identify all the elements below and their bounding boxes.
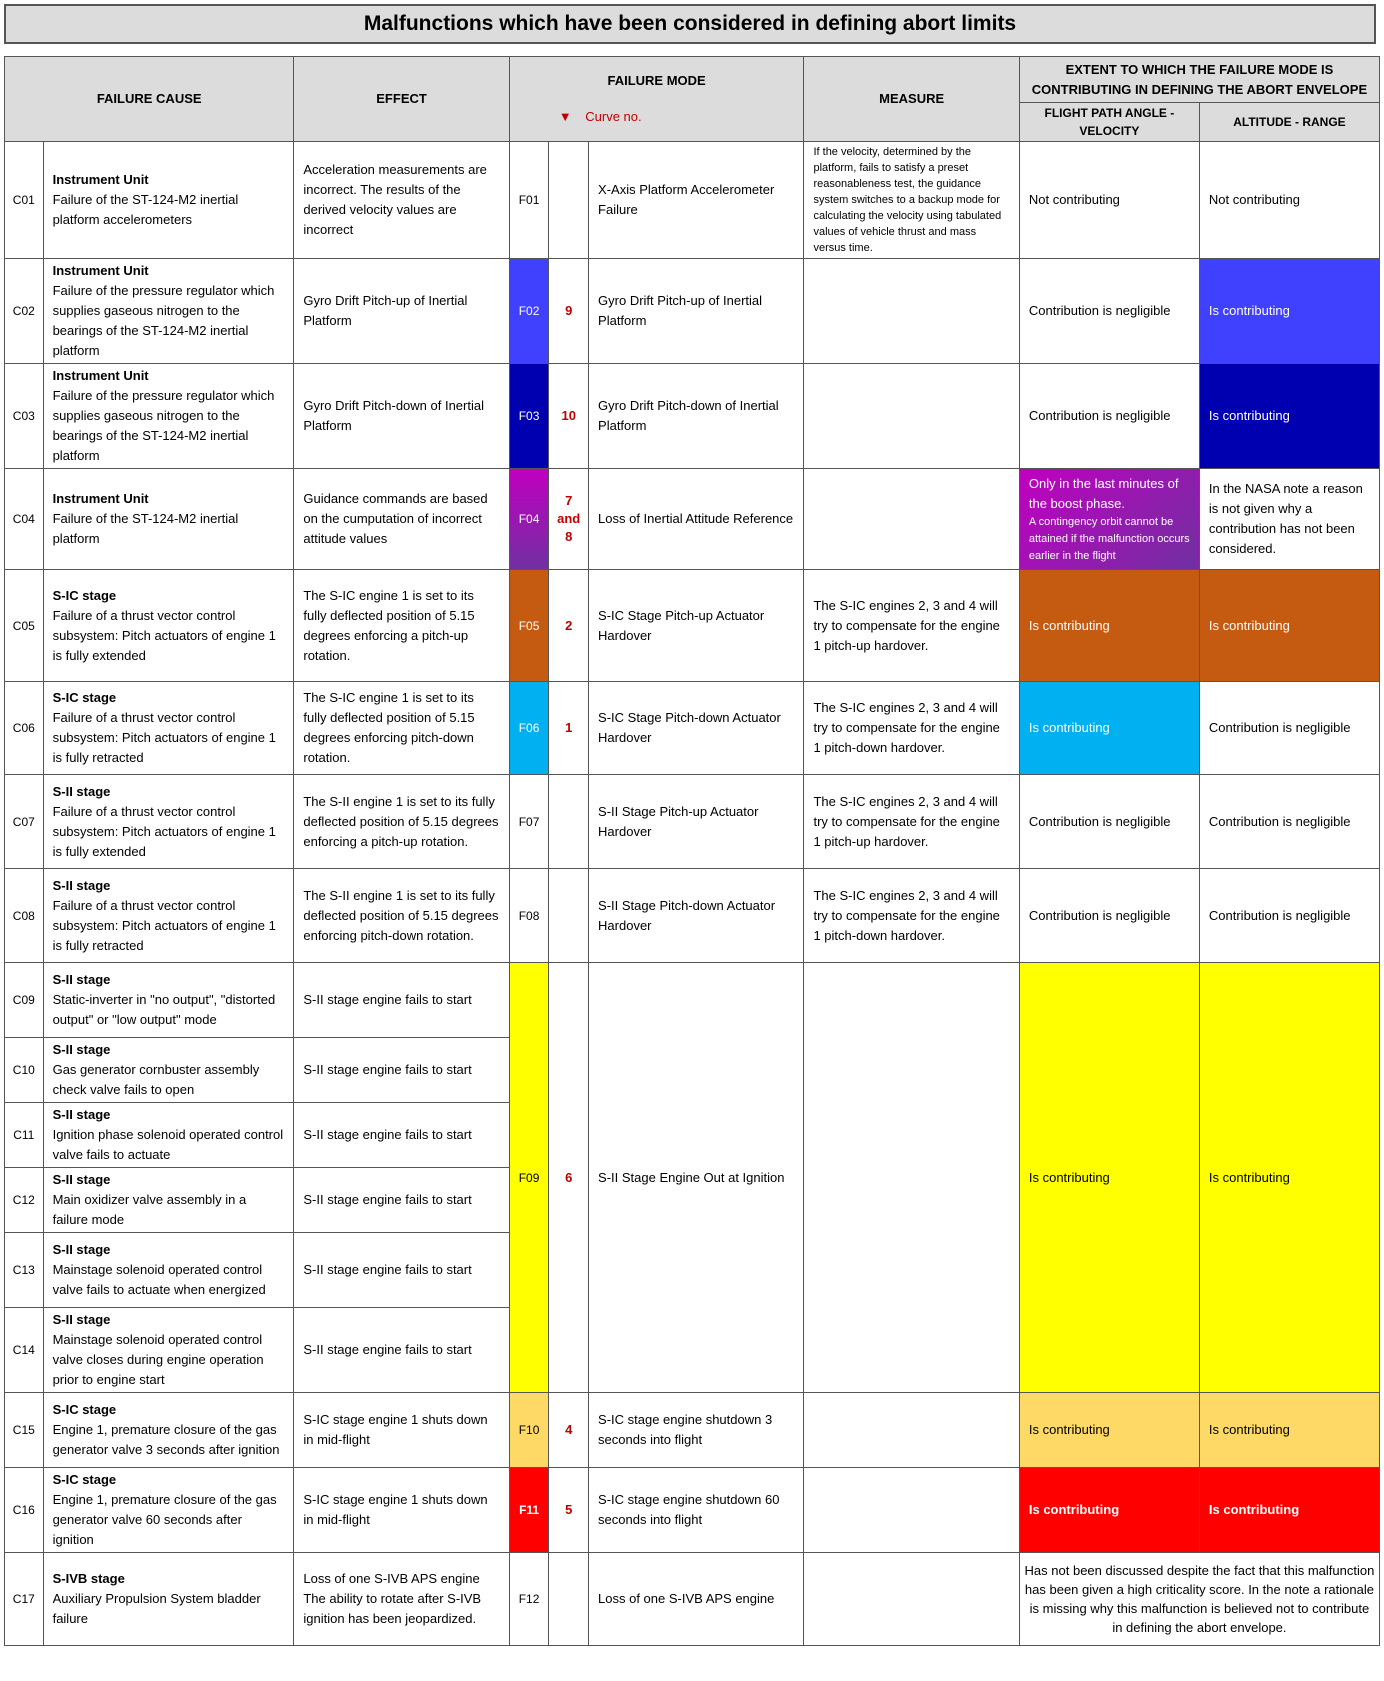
- measure: [804, 364, 1019, 469]
- curve-number: 6: [549, 963, 589, 1393]
- failure-mode: S-II Stage Pitch-up Actuator Hardover: [589, 775, 804, 869]
- failure-mode-code: F01: [509, 142, 549, 259]
- failure-mode: Gyro Drift Pitch-up of Inertial Platform: [589, 259, 804, 364]
- failure-cause: [43, 1468, 294, 1553]
- altitude-range-extent: Is contributing: [1199, 364, 1379, 469]
- table-row: [5, 364, 1380, 469]
- header-failure-cause: FAILURE CAUSE: [5, 57, 294, 142]
- failure-mode-code: F04: [509, 469, 549, 570]
- failure-mode: S-II Stage Pitch-down Actuator Hardover: [589, 869, 804, 963]
- cause-heading: S-II stage: [52, 972, 111, 987]
- effect: S-II stage engine fails to start: [294, 1038, 509, 1103]
- measure: [804, 963, 1019, 1393]
- header-fpa-velocity: FLIGHT PATH ANGLE - VELOCITY: [1019, 103, 1199, 142]
- cause-id: C05: [5, 570, 44, 682]
- failure-mode-code: F11: [509, 1468, 549, 1553]
- effect: Acceleration measurements are incorrect. The results of the derived velocity values are incorrect: [294, 142, 509, 259]
- fpa-velocity-extent: Contribution is negligible: [1019, 364, 1199, 469]
- cause-id: C10: [5, 1038, 44, 1103]
- cause-heading: S-II stage: [52, 783, 111, 799]
- cause-heading: Instrument Unit: [52, 172, 149, 187]
- header-failure-mode: [509, 57, 804, 142]
- failure-cause: [43, 259, 294, 364]
- altitude-range-extent: Is contributing: [1199, 259, 1379, 364]
- cause-heading: S-IC stage: [52, 1472, 117, 1487]
- altitude-range-extent: Contribution is negligible: [1199, 682, 1379, 775]
- failure-cause: [43, 963, 294, 1038]
- table-row: [5, 469, 1380, 570]
- cause-id: C08: [5, 869, 44, 963]
- curve-no-label: [519, 107, 795, 127]
- measure: [804, 1393, 1019, 1468]
- fpa-velocity-extent: Contribution is negligible: [1019, 869, 1199, 963]
- curve-number-and: and: [557, 511, 581, 526]
- cause-heading: S-II stage: [52, 1242, 111, 1257]
- failure-mode: S-IC stage engine shutdown 60 seconds into flight: [589, 1468, 804, 1553]
- cause-id: C01: [5, 142, 44, 259]
- measure: The S-IC engines 2, 3 and 4 will try to compensate for the engine 1 pitch-up hardover.: [804, 775, 1019, 869]
- page-title: Malfunctions which have been considered in defining abort limits: [4, 4, 1376, 44]
- curve-number: 10: [549, 364, 589, 469]
- failure-mode-code: F08: [509, 869, 549, 963]
- fpa-velocity-extent: [1019, 469, 1199, 570]
- effect: S-II stage engine fails to start: [294, 1168, 509, 1233]
- cause-text: Failure of the ST-124-M2 inertial platform: [52, 511, 239, 546]
- failure-cause: [43, 682, 294, 775]
- cause-text: Failure of the pressure regulator which supplies gaseous nitrogen to the bearings of the ST-124-M2 inertial platform: [52, 283, 275, 358]
- measure: The S-IC engines 2, 3 and 4 will try to compensate for the engine 1 pitch-down hardover.: [804, 682, 1019, 775]
- failure-mode-code: F03: [509, 364, 549, 469]
- extent-note: Has not been discussed despite the fact that this malfunction has been given a high criticality score. In the note a rationale is missing why this malfunction is believed not to contribute in defining the abort envelope.: [1019, 1553, 1379, 1646]
- failure-cause: [43, 469, 294, 570]
- curve-number: 1: [549, 682, 589, 775]
- curve-number: 4: [549, 1393, 589, 1468]
- failure-cause: [43, 1233, 294, 1308]
- measure: [804, 1553, 1019, 1646]
- cause-id: C12: [5, 1168, 44, 1233]
- failure-mode: S-II Stage Engine Out at Ignition: [589, 963, 804, 1393]
- table-row: [5, 570, 1380, 682]
- failure-mode: S-IC stage engine shutdown 3 seconds into flight: [589, 1393, 804, 1468]
- table-row: [5, 775, 1380, 869]
- failure-mode: Loss of Inertial Attitude Reference: [589, 469, 804, 570]
- table-row: [5, 869, 1380, 963]
- cause-text: Mainstage solenoid operated control valve closes during engine operation prior to engine start: [52, 1332, 264, 1387]
- failure-mode-code: F10: [509, 1393, 549, 1468]
- cause-text: Failure of a thrust vector control subsystem: Pitch actuators of engine 1 is fully extended: [52, 607, 276, 663]
- altitude-range-extent: Is contributing: [1199, 1393, 1379, 1468]
- cause-heading: S-II stage: [52, 1107, 111, 1122]
- failure-mode-code: F06: [509, 682, 549, 775]
- cause-text: Mainstage solenoid operated control valve fails to actuate when energized: [52, 1262, 266, 1297]
- cause-heading: S-IC stage: [52, 1402, 117, 1417]
- measure: [804, 259, 1019, 364]
- cause-text: Failure of the ST-124-M2 inertial platform accelerometers: [52, 192, 239, 227]
- failure-cause: [43, 1168, 294, 1233]
- effect: The S-II engine 1 is set to its fully deflected position of 5.15 degrees enforcing pitch-down rotation.: [294, 869, 509, 963]
- cause-id: C14: [5, 1308, 44, 1393]
- curve-marker-icon: ▼: [558, 109, 572, 124]
- cause-heading: Instrument Unit: [52, 263, 149, 278]
- altitude-range-extent: Is contributing: [1199, 963, 1379, 1393]
- cause-heading: S-IC stage: [52, 587, 117, 603]
- altitude-range-extent: Contribution is negligible: [1199, 869, 1379, 963]
- curve-number: [549, 775, 589, 869]
- curve-number: [549, 142, 589, 259]
- cause-heading: S-II stage: [52, 1312, 111, 1327]
- cause-id: C03: [5, 364, 44, 469]
- effect: Gyro Drift Pitch-up of Inertial Platform: [294, 259, 509, 364]
- failure-cause: [43, 1038, 294, 1103]
- altitude-range-extent: Contribution is negligible: [1199, 775, 1379, 869]
- header-effect: EFFECT: [294, 57, 509, 142]
- failure-cause: [43, 775, 294, 869]
- fpa-velocity-extent: Is contributing: [1019, 570, 1199, 682]
- cause-id: C17: [5, 1553, 44, 1646]
- curve-number: 9: [549, 259, 589, 364]
- effect: S-II stage engine fails to start: [294, 1103, 509, 1168]
- malfunctions-table: [4, 56, 1380, 1646]
- measure: [804, 1468, 1019, 1553]
- failure-mode: X-Axis Platform Accelerometer Failure: [589, 142, 804, 259]
- failure-cause: [43, 1553, 294, 1646]
- failure-cause: [43, 1103, 294, 1168]
- fpa-extent-text: Only in the last minutes of the boost phase.: [1028, 475, 1179, 511]
- failure-mode-code: F02: [509, 259, 549, 364]
- effect: S-II stage engine fails to start: [294, 1308, 509, 1393]
- effect: The S-IC engine 1 is set to its fully deflected position of 5.15 degrees enforcing pitch-down rotation.: [294, 682, 509, 775]
- cause-text: Failure of the pressure regulator which supplies gaseous nitrogen to the bearings of the ST-124-M2 inertial platform: [52, 388, 275, 463]
- effect: S-IC stage engine 1 shuts down in mid-flight: [294, 1393, 509, 1468]
- fpa-velocity-extent: Is contributing: [1019, 1393, 1199, 1468]
- failure-mode-label: FAILURE MODE: [607, 73, 706, 88]
- table-row: [5, 963, 1380, 1038]
- failure-cause: [43, 364, 294, 469]
- cause-id: C11: [5, 1103, 44, 1168]
- failure-mode: S-IC Stage Pitch-up Actuator Hardover: [589, 570, 804, 682]
- cause-id: C04: [5, 469, 44, 570]
- table-row: [5, 1393, 1380, 1468]
- cause-id: C13: [5, 1233, 44, 1308]
- cause-text: Ignition phase solenoid operated control valve fails to actuate: [52, 1127, 284, 1162]
- effect: The S-II engine 1 is set to its fully deflected position of 5.15 degrees enforcing a pitch-up rotation.: [294, 775, 509, 869]
- table-row: [5, 259, 1380, 364]
- header-extent: EXTENT TO WHICH THE FAILURE MODE IS CONTRIBUTING IN DEFINING THE ABORT ENVELOPE: [1019, 57, 1379, 103]
- failure-cause: [43, 869, 294, 963]
- cause-text: Engine 1, premature closure of the gas generator valve 60 seconds after ignition: [52, 1492, 277, 1547]
- effect: Guidance commands are based on the cumputation of incorrect attitude values: [294, 469, 509, 570]
- fpa-velocity-extent: Is contributing: [1019, 682, 1199, 775]
- failure-cause: [43, 142, 294, 259]
- failure-mode: S-IC Stage Pitch-down Actuator Hardover: [589, 682, 804, 775]
- failure-mode-code: F09: [509, 963, 549, 1393]
- fpa-velocity-extent: Contribution is negligible: [1019, 775, 1199, 869]
- cause-text: Failure of a thrust vector control subsystem: Pitch actuators of engine 1 is fully retracted: [52, 897, 276, 953]
- measure: The S-IC engines 2, 3 and 4 will try to compensate for the engine 1 pitch-down hardover.: [804, 869, 1019, 963]
- failure-mode: Gyro Drift Pitch-down of Inertial Platform: [589, 364, 804, 469]
- fpa-velocity-extent: Contribution is negligible: [1019, 259, 1199, 364]
- cause-text: Failure of a thrust vector control subsystem: Pitch actuators of engine 1 is fully extended: [52, 803, 276, 859]
- cause-heading: S-IC stage: [52, 690, 117, 705]
- cause-id: C07: [5, 775, 44, 869]
- cause-id: C16: [5, 1468, 44, 1553]
- curve-number: 2: [549, 570, 589, 682]
- cause-heading: S-II stage: [52, 1172, 111, 1187]
- curve-number: [549, 869, 589, 963]
- cause-heading: Instrument Unit: [52, 368, 149, 383]
- table-row: [5, 1553, 1380, 1646]
- failure-mode-code: F05: [509, 570, 549, 682]
- effect: S-IC stage engine 1 shuts down in mid-flight: [294, 1468, 509, 1553]
- failure-mode-code: F07: [509, 775, 549, 869]
- header-measure: MEASURE: [804, 57, 1019, 142]
- cause-id: C02: [5, 259, 44, 364]
- curve-number: [549, 1553, 589, 1646]
- curve-number: 5: [549, 1468, 589, 1553]
- failure-mode: Loss of one S-IVB APS engine: [589, 1553, 804, 1646]
- measure: The S-IC engines 2, 3 and 4 will try to compensate for the engine 1 pitch-up hardover.: [804, 570, 1019, 682]
- altitude-range-extent: Is contributing: [1199, 570, 1379, 682]
- altitude-range-extent: In the NASA note a reason is not given why a contribution has not been considered.: [1199, 469, 1379, 570]
- failure-mode-code: F12: [509, 1553, 549, 1646]
- cause-heading: Instrument Unit: [52, 491, 149, 506]
- effect: Gyro Drift Pitch-down of Inertial Platform: [294, 364, 509, 469]
- fpa-velocity-extent: Is contributing: [1019, 963, 1199, 1393]
- cause-text: Failure of a thrust vector control subsystem: Pitch actuators of engine 1 is fully retracted: [52, 710, 276, 765]
- failure-cause: [43, 1308, 294, 1393]
- effect: Loss of one S-IVB APS engine The ability to rotate after S-IVB ignition has been jeopardized.: [294, 1553, 509, 1646]
- table-row: [5, 682, 1380, 775]
- cause-id: C15: [5, 1393, 44, 1468]
- fpa-velocity-extent: Not contributing: [1019, 142, 1199, 259]
- table-row: [5, 142, 1380, 259]
- curve-number-a: 7: [565, 493, 573, 508]
- cause-text: Gas generator cornbuster assembly check valve fails to open: [52, 1062, 260, 1097]
- fpa-velocity-extent: Is contributing: [1019, 1468, 1199, 1553]
- fpa-extent-note: A contingency orbit cannot be attained if the malfunction occurs earlier in the flight: [1028, 515, 1190, 562]
- cause-heading: S-II stage: [52, 1042, 111, 1057]
- cause-text: Engine 1, premature closure of the gas generator valve 3 seconds after ignition: [52, 1422, 280, 1457]
- cause-heading: S-IVB stage: [52, 1571, 125, 1586]
- table-row: [5, 1468, 1380, 1553]
- effect: S-II stage engine fails to start: [294, 1233, 509, 1308]
- measure: If the velocity, determined by the platform, fails to satisfy a preset reasonableness test, the guidance system switches to a backup mode for calculating the velocity using tabulated values of vehicle thrust and mass versus time.: [804, 142, 1019, 259]
- effect: S-II stage engine fails to start: [294, 963, 509, 1038]
- curve-no-text: Curve no.: [585, 109, 642, 124]
- effect: The S-IC engine 1 is set to its fully deflected position of 5.15 degrees enforcing a pitch-up rotation.: [294, 570, 509, 682]
- failure-cause: [43, 570, 294, 682]
- cause-id: C09: [5, 963, 44, 1038]
- altitude-range-extent: Not contributing: [1199, 142, 1379, 259]
- failure-cause: [43, 1393, 294, 1468]
- cause-text: Auxiliary Propulsion System bladder failure: [52, 1591, 261, 1626]
- cause-text: Main oxidizer valve assembly in a failure mode: [52, 1192, 247, 1227]
- altitude-range-extent: Is contributing: [1199, 1468, 1379, 1553]
- cause-id: C06: [5, 682, 44, 775]
- curve-number-b: 8: [565, 529, 573, 544]
- measure: [804, 469, 1019, 570]
- cause-heading: S-II stage: [52, 877, 111, 893]
- curve-number: [549, 469, 589, 570]
- cause-text: Static-inverter in "no output", "distorted output" or "low output" mode: [52, 992, 276, 1027]
- header-altitude-range: ALTITUDE - RANGE: [1199, 103, 1379, 142]
